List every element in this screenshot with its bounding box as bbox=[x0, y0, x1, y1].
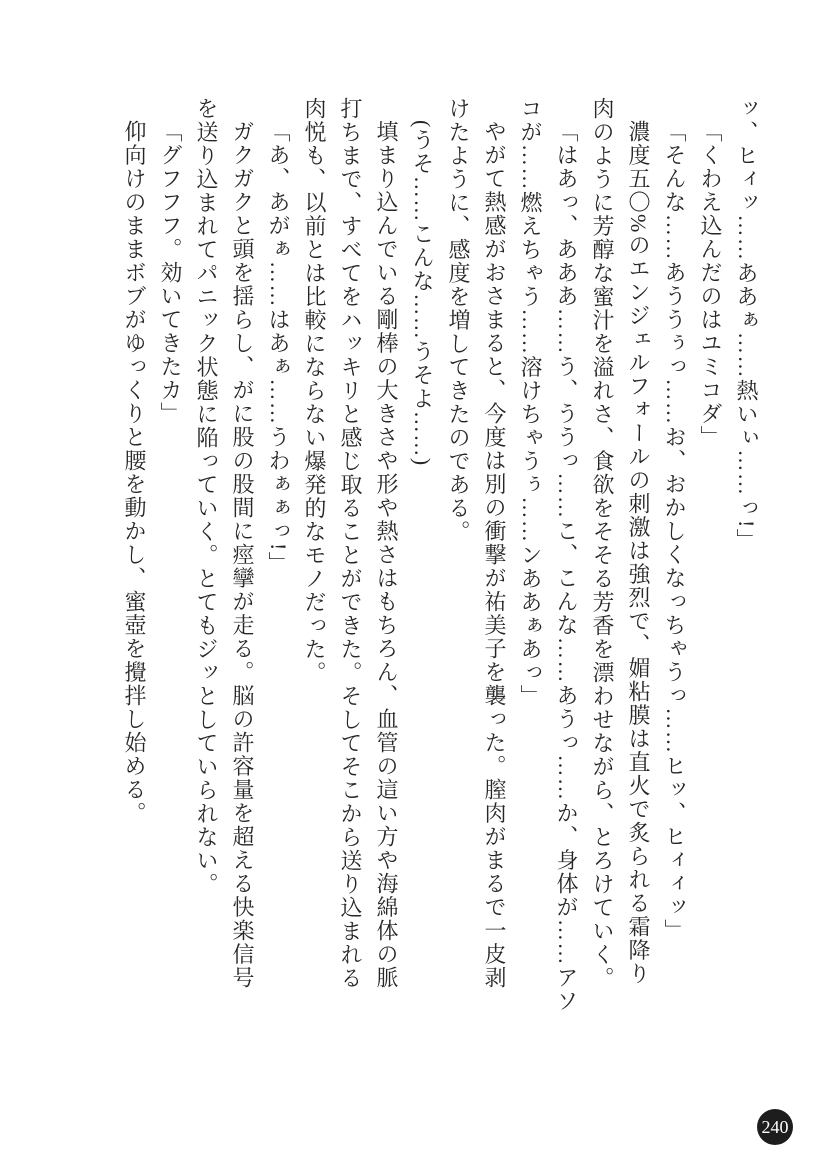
text-line: ガクガクと頭を揺らし、がに股の股間に痙攣が走る。脳の許容量を超える快楽信号 bbox=[230, 120, 255, 990]
text-line: ッ、ヒィッ……ああぁ……熱いぃ……っ!」 bbox=[734, 97, 759, 553]
text-line: 填まり込んでいる剛棒の大きさや形や熱さはもちろん、血管の這い方や海綿体の脈 bbox=[374, 120, 399, 990]
text-line: 打ちまで、すべてをハッキリと感じ取ることができた。そしてそこから送り込まれる bbox=[338, 97, 363, 990]
text-line: を送り込まれてパニック状態に陥っていく。とてもジッとしていられない。 bbox=[194, 97, 219, 896]
text-line: 濃度五〇%のエンジェルフォールの刺激は強烈で、媚粘膜は直火で炙られる霜降り bbox=[626, 120, 651, 986]
text-line: 肉のように芳醇な蜜汁を溢れさ、食欲をそそる芳香を漂わせながら、とろけていく。 bbox=[590, 97, 615, 990]
text-line: 仰向けのままボブがゆっくりと腰を動かし、蜜壺を攪拌し始める。 bbox=[122, 120, 147, 825]
page-text-block bbox=[116, 97, 764, 1037]
page-number-badge bbox=[757, 1109, 793, 1145]
text-line: (うそ……こんな……うそよ……) bbox=[410, 120, 435, 467]
text-line: 「くわえ込んだのはユミコダ」 bbox=[698, 120, 723, 449]
text-line: 「グフフフ。効いてきたカ」 bbox=[158, 120, 183, 426]
text-line: けたように、感度を増してきたのである。 bbox=[446, 97, 471, 544]
text-line: コが……燃えちゃう……溶けちゃうぅ……ンああぁあっ」 bbox=[518, 97, 543, 708]
page-number: 240 bbox=[761, 1117, 789, 1137]
text-line: 「はあっ、あああ……う、ううっ……こ、こんな……あうっ……か、身体が……アソ bbox=[554, 120, 579, 1013]
text-line: 「そんな……あううぅっ……お、おかしくなっちゃうっ……ヒッ、ヒィィッ」 bbox=[662, 120, 687, 943]
text-line: 「あ、あがぁ……はあぁ……うわぁぁっ!」 bbox=[266, 120, 291, 576]
text-line: 肉悦も、以前とは比較にならない爆発的なモノだった。 bbox=[302, 97, 327, 685]
text-line: やがて熱感がおさまると、今度は別の衝撃が祐美子を襲った。膣肉がまるで一皮剥 bbox=[482, 120, 507, 990]
